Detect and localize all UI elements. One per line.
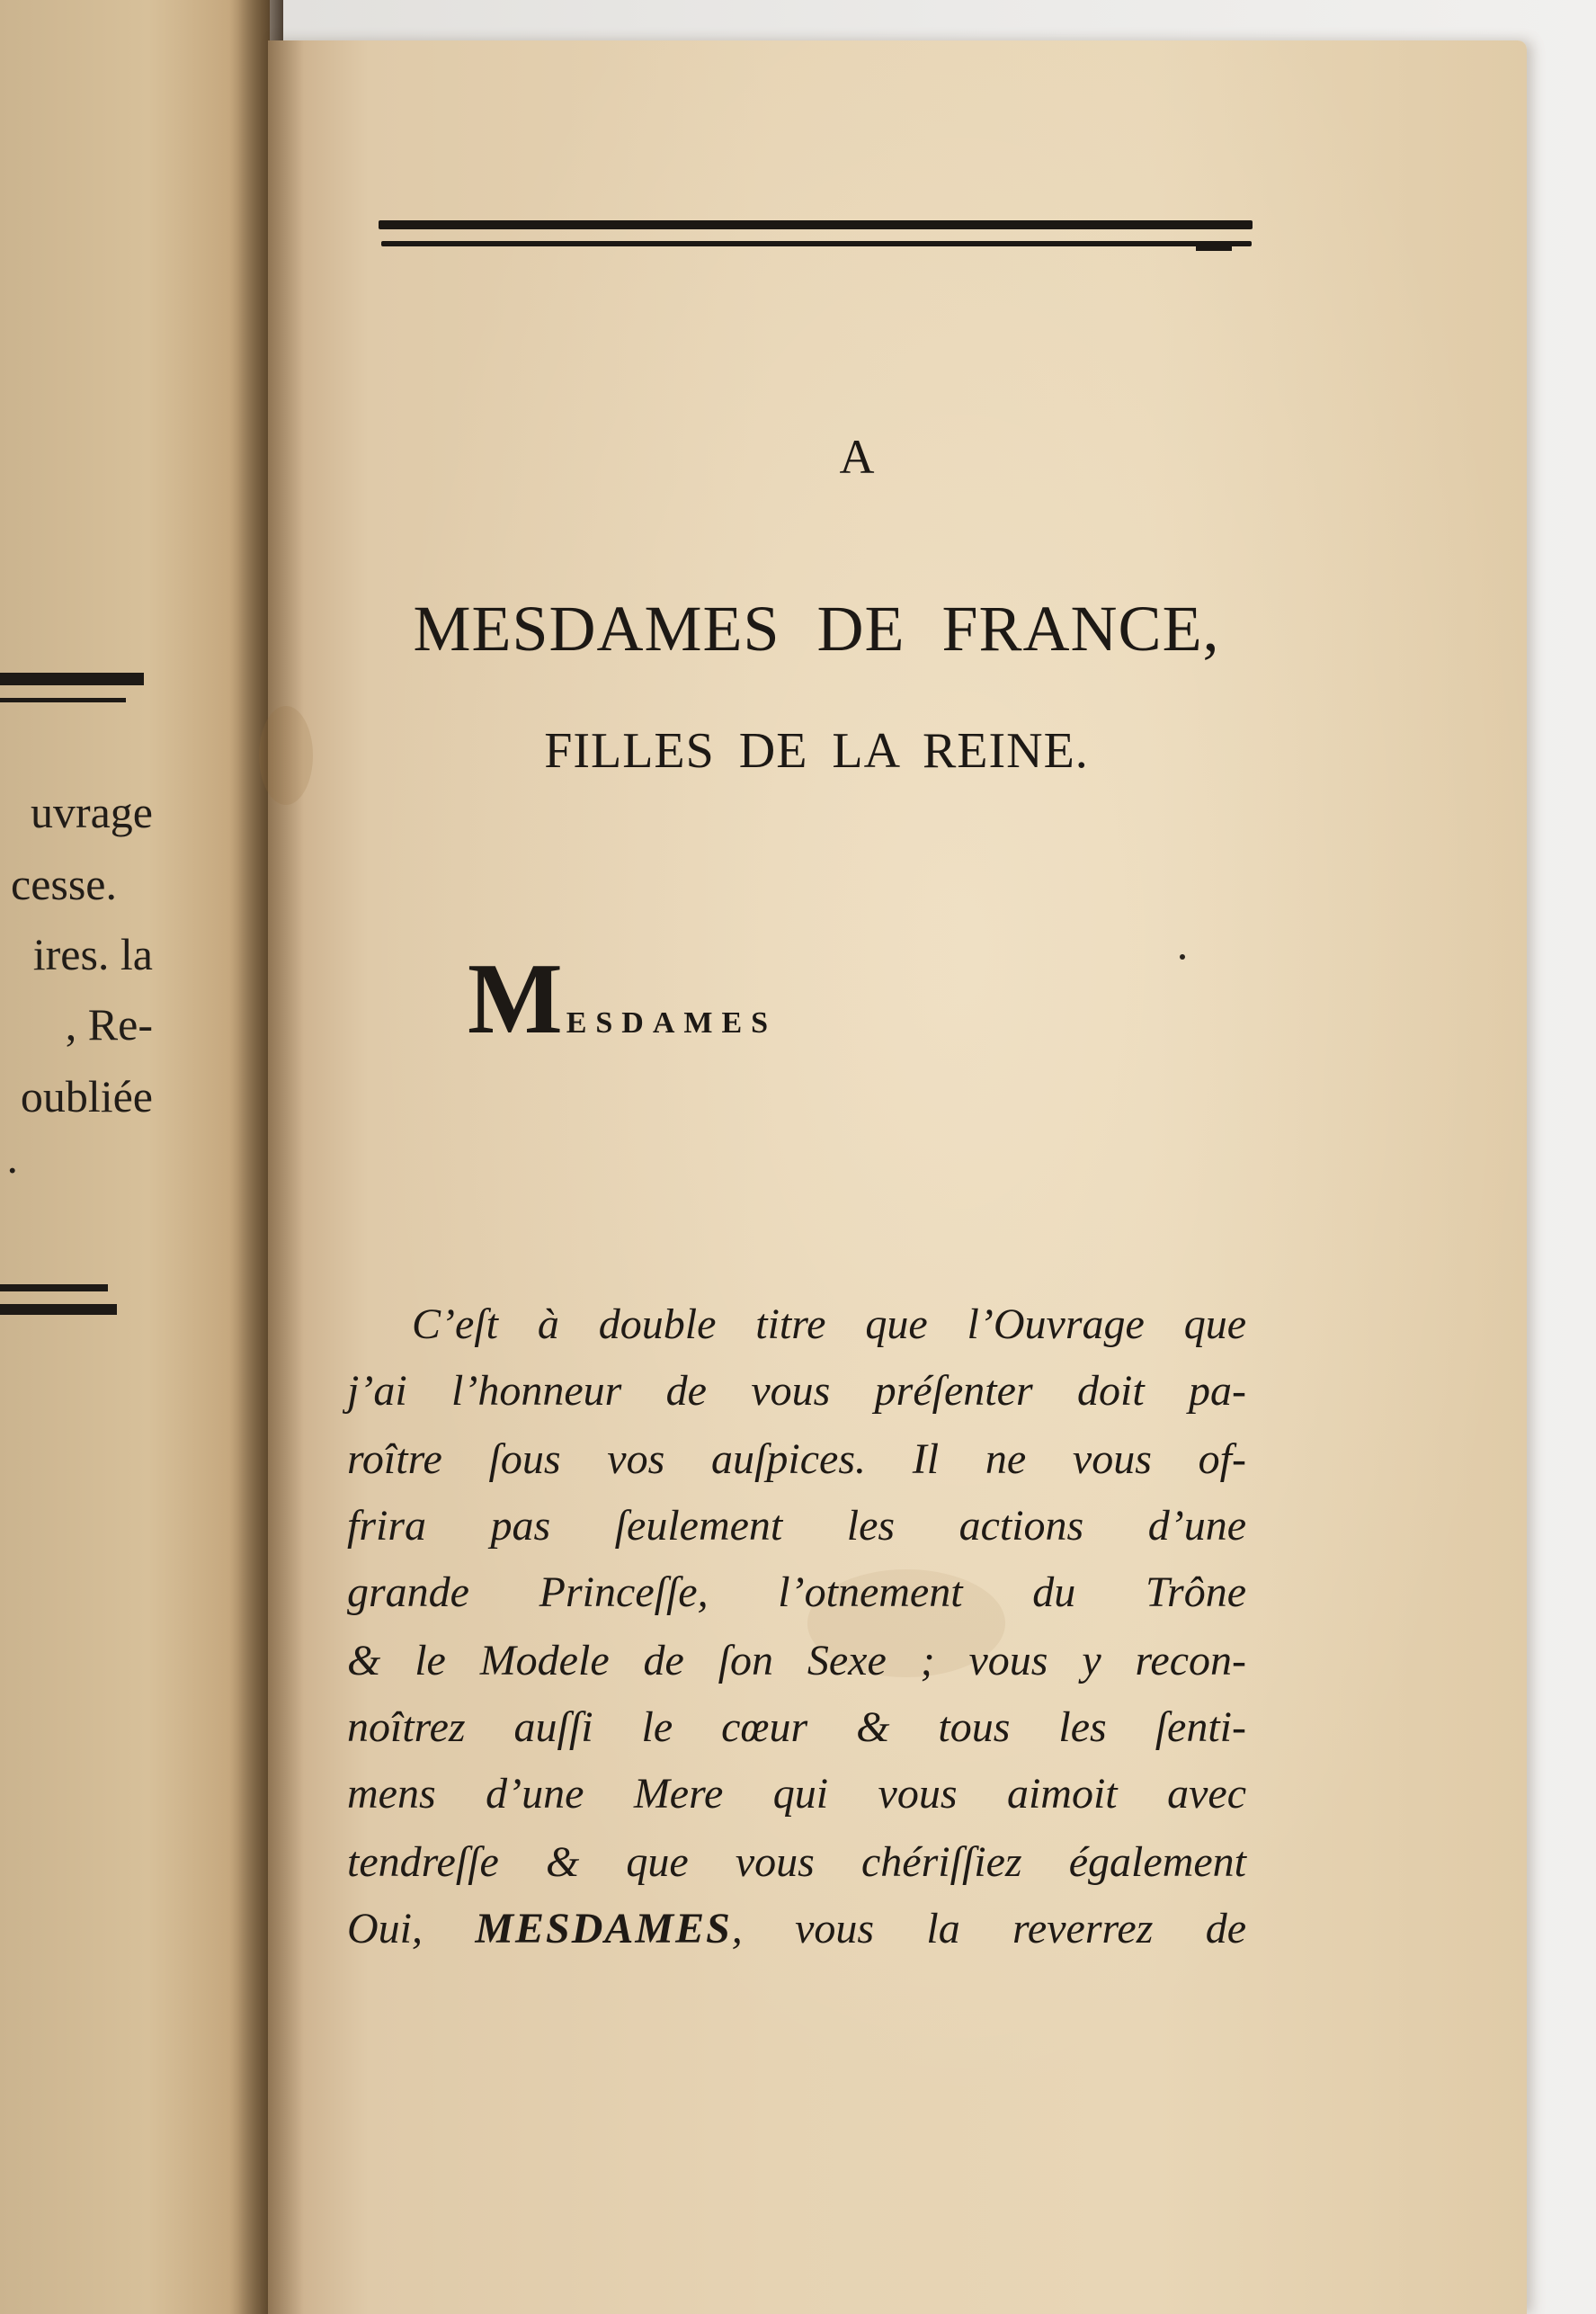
left-page-rule-bottom (0, 1284, 108, 1291)
salutation (468, 943, 778, 1055)
body-line: grande Princeſſe, l’otnement du Trône (347, 1568, 1246, 1616)
right-page (268, 40, 1527, 2314)
header-rule-thick (379, 220, 1253, 229)
left-page-rule-top (0, 673, 144, 685)
header-rule-thin (381, 241, 1252, 246)
dedication-heading-a: A (839, 430, 875, 484)
left-page-line: ires. la (32, 929, 153, 979)
body-smallcaps: MESDAMES (475, 1905, 732, 1952)
left-page-rule-top-thin (0, 698, 126, 702)
left-page-line: uvrage (30, 787, 153, 837)
body-line-last (347, 1907, 1246, 1951)
body-line: roître ſous vos auſpices. Il ne vous of- (347, 1435, 1246, 1483)
body-line: j’ai l’honneur de vous préſenter doit pa- (347, 1367, 1246, 1415)
body-line: C’eſt à double titre que l’Ouvrage que (412, 1300, 1246, 1348)
body-line: mens d’une Mere qui vous aimoit avec (347, 1770, 1246, 1818)
salutation-rest: ESDAMES (566, 1006, 778, 1040)
body-line: noîtrez auſſi le cœur & tous les ſenti- (347, 1703, 1246, 1751)
body-text: Oui, (347, 1905, 423, 1952)
body-line: tendreſſe & que vous chériſſiez également (347, 1838, 1246, 1886)
body-line: frira pas ſeulement les actions d’une (347, 1502, 1246, 1550)
left-page-line: cesse. (11, 859, 117, 909)
ink-speck (1180, 954, 1185, 960)
page-fold-shadow (268, 40, 304, 2314)
left-page-line: , Re- (65, 999, 153, 1050)
body-text: , vous la reverrez de (731, 1905, 1247, 1952)
left-page-line: oubliée (20, 1071, 153, 1121)
left-page-rule-bottom-thick (0, 1304, 117, 1315)
header-rule-ornament (1196, 246, 1232, 251)
dedication-heading-main: MESDAMES DE FRANCE, (413, 593, 1220, 665)
paper-stain (259, 706, 313, 805)
dedication-heading-sub: FILLES DE LA REINE. (544, 723, 1089, 779)
salutation-initial: M (468, 943, 563, 1055)
left-page-line: . (6, 1132, 18, 1183)
body-line: & le Modele de ſon Sexe ; vous y recon- (347, 1637, 1246, 1684)
